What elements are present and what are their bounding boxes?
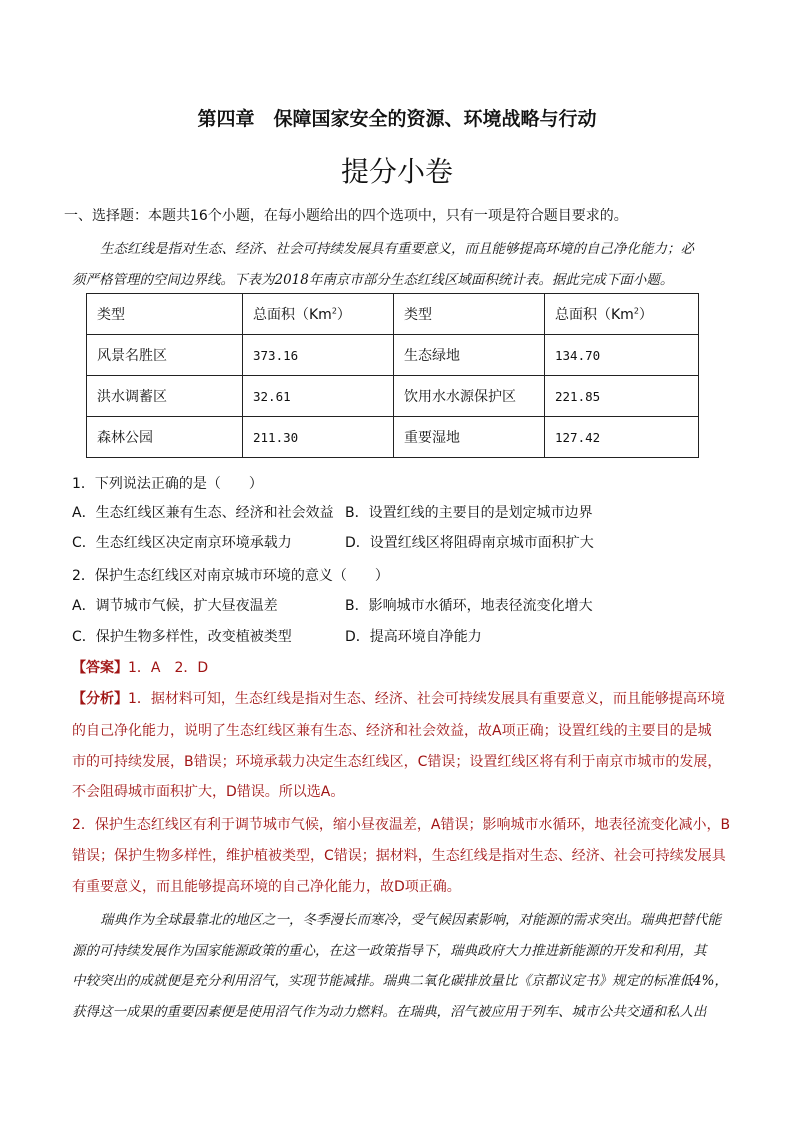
table-header-cell bbox=[545, 294, 699, 335]
table-cell-type: 洪水调蓄区 bbox=[87, 376, 243, 417]
analysis-line-3: 市的可持续发展，B错误；环境承载力决定生态红线区，C错误；设置红线区将有利于南京市城市的发展， bbox=[72, 754, 722, 770]
question-2-option-c: C．保护生物多样性，改变植被类型 bbox=[72, 629, 292, 645]
analysis-line-1 bbox=[72, 688, 725, 708]
table-cell-area: 373.16 bbox=[243, 335, 394, 376]
passage2-line-3: 中较突出的成就便是充分利用沼气，实现节能减排。瑞典二氧化碳排放量比《京都议定书》规定的标准低4%， bbox=[72, 973, 728, 989]
unit-superscript: 2 bbox=[633, 306, 639, 316]
unit-close: ） bbox=[336, 307, 351, 323]
table-cell-area: 134.70 bbox=[545, 335, 699, 376]
question-1-option-d: D．设置红线区将阻碍南京城市面积扩大 bbox=[345, 535, 594, 551]
analysis-line-2: 的自己净化能力，说明了生态红线区兼有生态、经济和社会效益，故A项正确；设置红线的主要目的是城 bbox=[72, 723, 712, 739]
page-title: 提分小卷 bbox=[340, 155, 453, 188]
question-1-option-c: C．生态红线区决定南京环境承载力 bbox=[72, 535, 292, 551]
passage2-line-4: 获得这一成果的重要因素便是使用沼气作为动力燃料。在瑞典，沼气被应用于列车、城市公共交通和私人出 bbox=[72, 1004, 707, 1020]
question-2-stem: 2．保护生态红线区对南京城市环境的意义（ ） bbox=[72, 568, 389, 584]
table-row bbox=[87, 335, 699, 376]
analysis-line-6: 错误；保护生物多样性，维护植被类型，C错误；据材料，生态红线是指对生态、经济、社会可持续发展具 bbox=[72, 848, 726, 864]
question-2-option-d: D．提高环境自净能力 bbox=[345, 629, 482, 645]
chapter-heading: 第四章 保障国家安全的资源、环境战略与行动 bbox=[197, 108, 597, 130]
analysis-text: 1．据材料可知，生态红线是指对生态、经济、社会可持续发展具有重要意义，而且能够提高环境 bbox=[128, 691, 725, 707]
table-cell-type: 生态绿地 bbox=[394, 335, 545, 376]
table-header-text: 总面积（Km bbox=[555, 307, 634, 323]
table-header-row bbox=[87, 294, 699, 335]
eco-redline-table bbox=[86, 293, 699, 458]
analysis-line-7: 有重要意义，而且能够提高环境的自己净化能力，故D项正确。 bbox=[72, 879, 461, 895]
answer-line bbox=[72, 657, 208, 677]
question-1-option-b: B．设置红线的主要目的是划定城市边界 bbox=[345, 505, 593, 521]
table-header-cell: 类型 bbox=[394, 294, 545, 335]
table-cell-type: 饮用水水源保护区 bbox=[394, 376, 545, 417]
passage2-line-1: 瑞典作为全球最靠北的地区之一，冬季漫长而寒冷，受气候因素影响，对能源的需求突出。瑞典把替代能 bbox=[100, 912, 721, 928]
table-row bbox=[87, 417, 699, 458]
table-cell-type: 重要湿地 bbox=[394, 417, 545, 458]
table-header-cell: 类型 bbox=[87, 294, 243, 335]
unit-superscript: 2 bbox=[331, 306, 337, 316]
table-cell-area: 32.61 bbox=[243, 376, 394, 417]
question-1-option-a: A．生态红线区兼有生态、经济和社会效益 bbox=[72, 505, 334, 521]
passage2-line-2: 源的可持续发展作为国家能源政策的重心，在这一政策指导下，瑞典政府大力推进新能源的开发和利用，其 bbox=[72, 943, 707, 959]
answer-tag: 【答案】 bbox=[72, 660, 128, 676]
table-header-cell bbox=[243, 294, 394, 335]
section-heading: 一、选择题：本题共16个小题，在每小题给出的四个选项中，只有一项是符合题目要求的。 bbox=[64, 208, 628, 224]
question-2-option-a: A．调节城市气候，扩大昼夜温差 bbox=[72, 598, 278, 614]
analysis-line-5: 2．保护生态红线区有利于调节城市气候，缩小昼夜温差，A错误；影响城市水循环，地表径流变化减小，B bbox=[72, 817, 731, 833]
table-cell-area: 211.30 bbox=[243, 417, 394, 458]
passage1-line-2: 须严格管理的空间边界线。下表为2018年南京市部分生态红线区域面积统计表。据此完成下面小题。 bbox=[72, 272, 674, 288]
passage1-line-1: 生态红线是指对生态、经济、社会可持续发展具有重要意义，而且能够提高环境的自己净化能力；必 bbox=[100, 241, 694, 257]
analysis-line-4: 不会阻碍城市面积扩大，D错误。所以选A。 bbox=[72, 784, 345, 800]
table-header-text: 总面积（Km bbox=[253, 307, 332, 323]
table-cell-type: 风景名胜区 bbox=[87, 335, 243, 376]
answer-text: 1．A 2．D bbox=[128, 660, 209, 676]
table-cell-area: 221.85 bbox=[545, 376, 699, 417]
table-row bbox=[87, 376, 699, 417]
table-cell-area: 127.42 bbox=[545, 417, 699, 458]
analysis-tag: 【分析】 bbox=[72, 691, 128, 707]
question-1-stem: 1．下列说法正确的是（ ） bbox=[72, 476, 263, 492]
question-2-option-b: B．影响城市水循环，地表径流变化增大 bbox=[345, 598, 593, 614]
table-cell-type: 森林公园 bbox=[87, 417, 243, 458]
unit-close: ） bbox=[638, 307, 653, 323]
